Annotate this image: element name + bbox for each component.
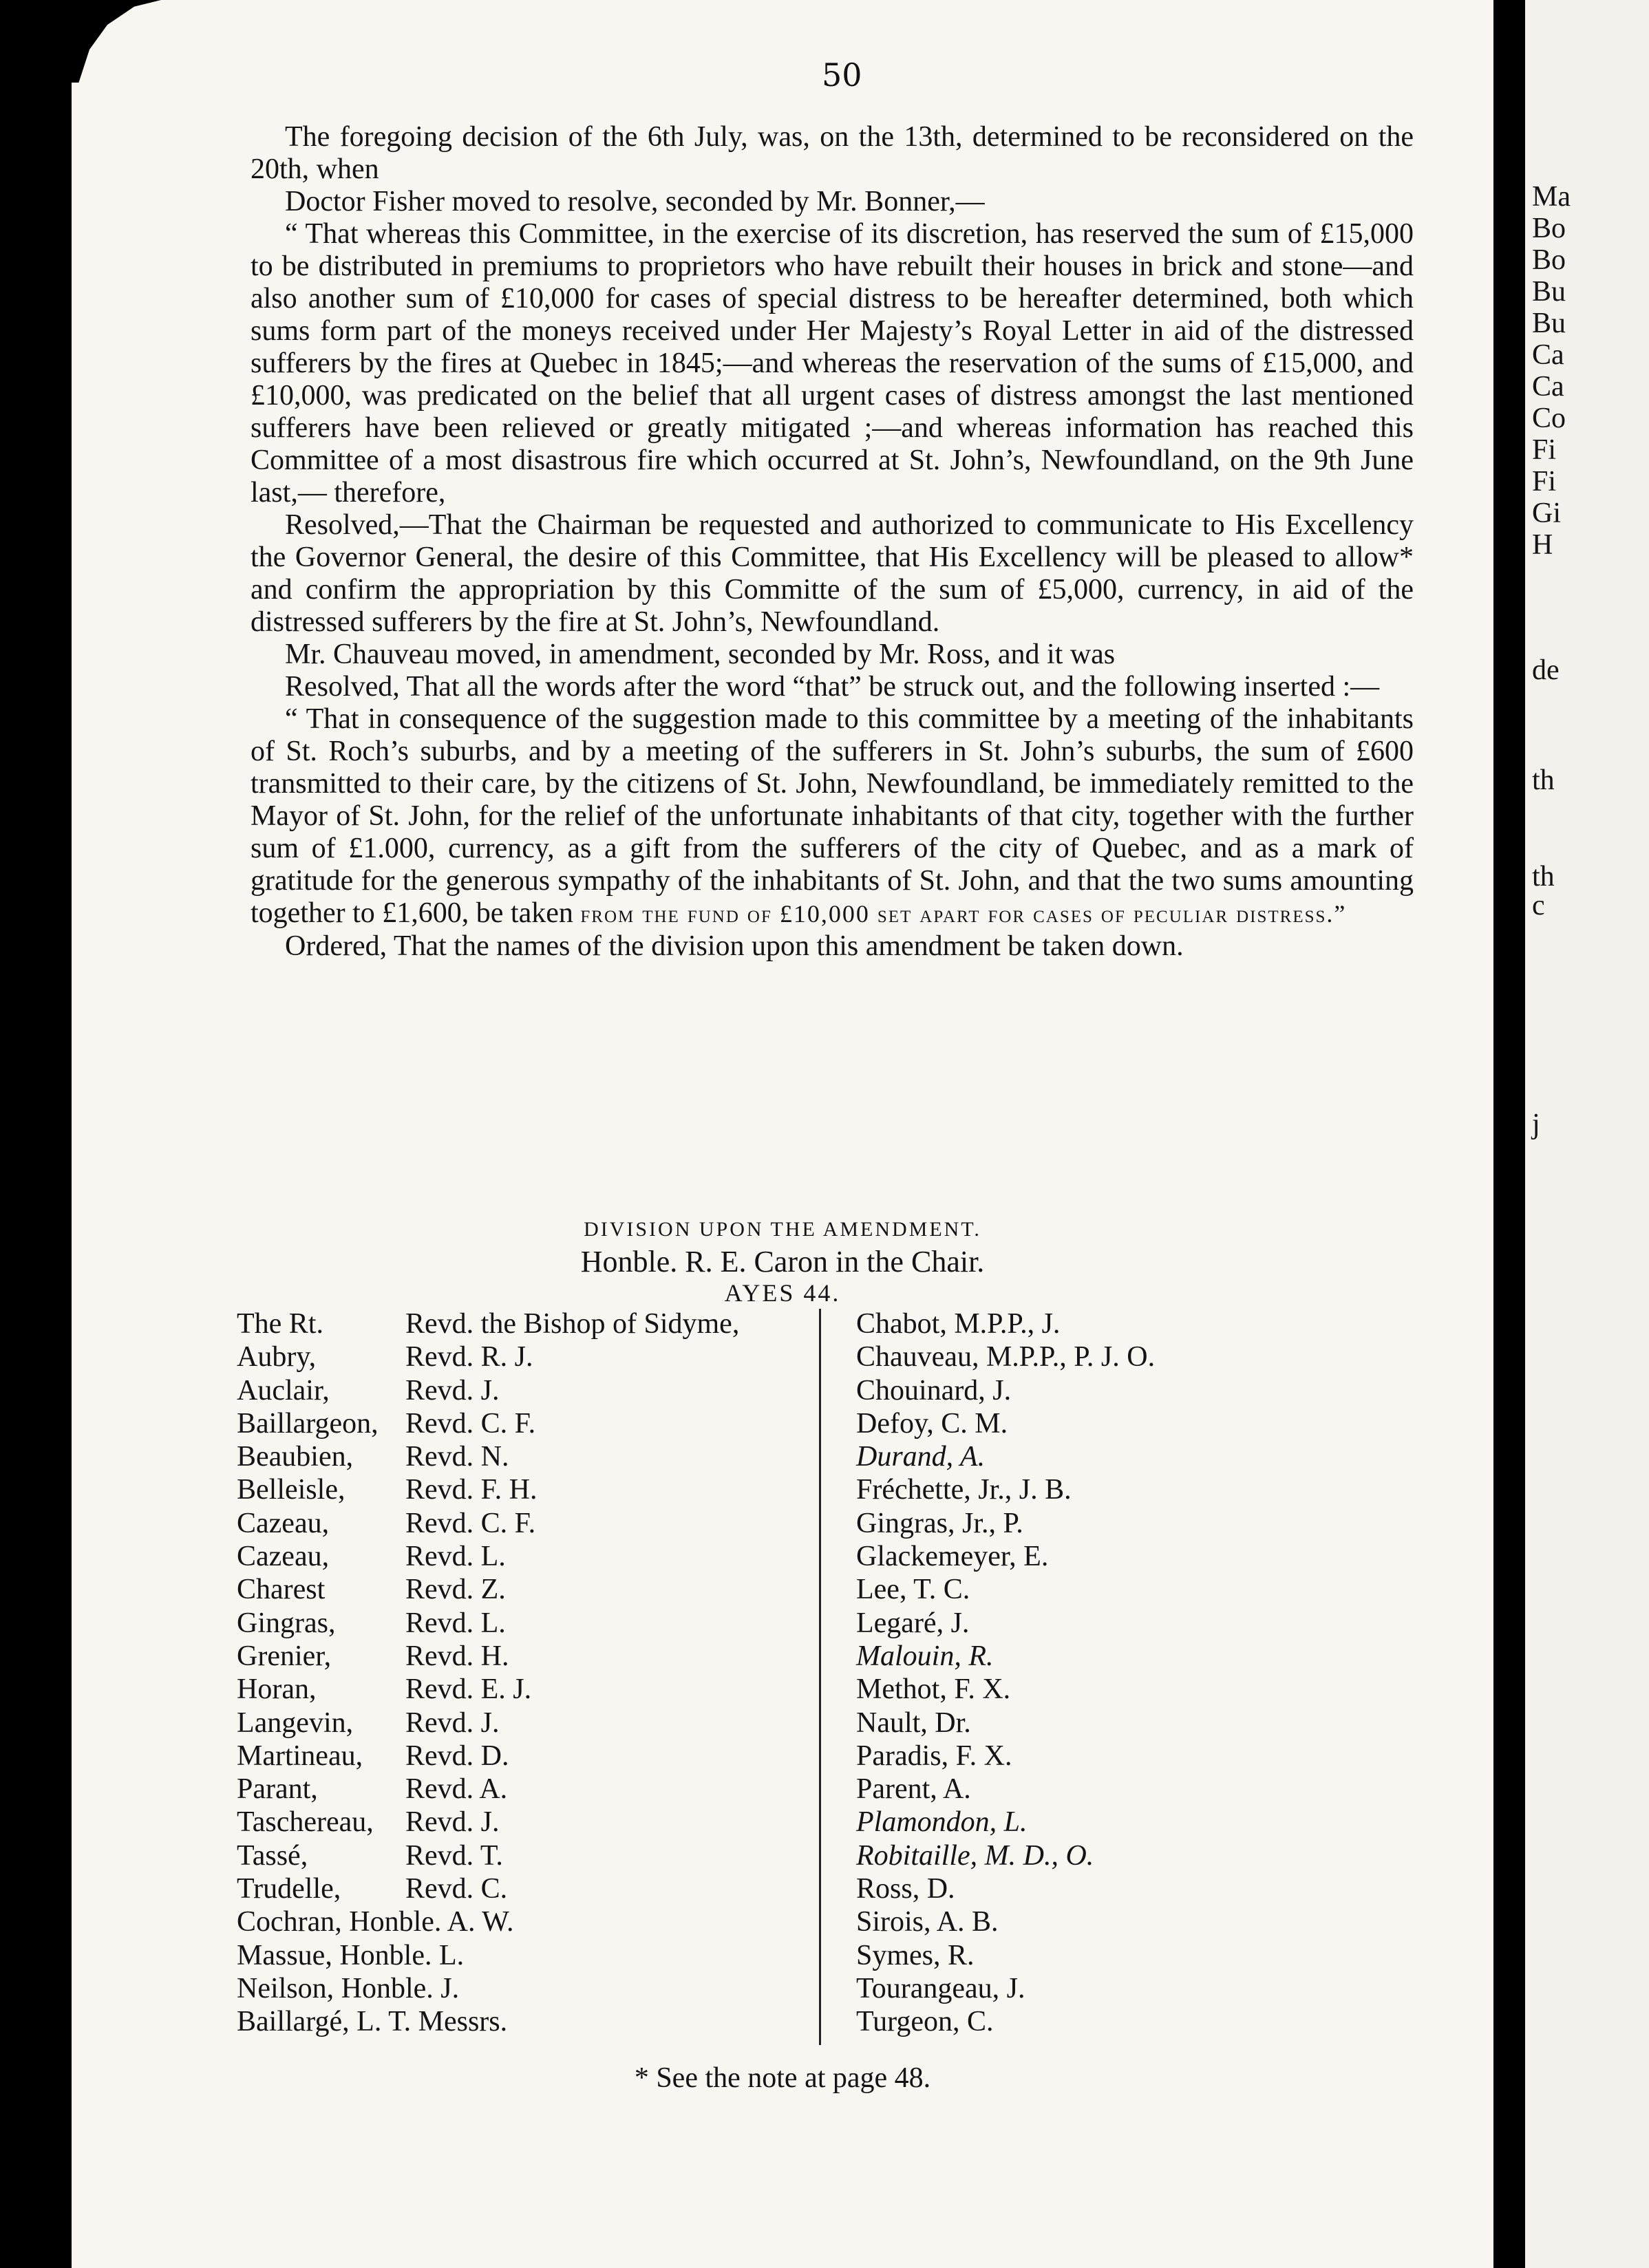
member-title: Revd. J.	[405, 1374, 500, 1406]
member-surname: Trudelle,	[237, 1873, 341, 1905]
fund-phrase: from the fund of £10,000 set apart for cases of peculiar distress.”	[580, 900, 1347, 928]
member-name: Baillargé, L. T. Messrs.	[237, 2006, 508, 2038]
ordered-paragraph: Ordered, That the names of the division upon this amendment be taken down.	[285, 930, 1184, 962]
member-title: Revd. Z.	[405, 1574, 506, 1606]
list-item: Legaré, J.	[856, 1607, 970, 1639]
paragraph: Mr. Chauveau moved, in amendment, seconded by Mr. Ross, and it was	[285, 639, 1116, 670]
adjacent-page-text-fragment: Ma	[1532, 181, 1571, 213]
member-surname: Horan,	[237, 1673, 317, 1706]
member-surname: Aubry,	[237, 1341, 317, 1373]
member-title: Revd. C.	[405, 1873, 508, 1905]
member-title: Revd. T.	[405, 1839, 503, 1872]
paragraph: Doctor Fisher moved to resolve, seconded by Mr. Bonner,—	[285, 186, 985, 217]
member-surname: Auclair,	[237, 1374, 330, 1406]
member-title: Revd. J.	[405, 1806, 500, 1839]
adjacent-page-text-fragment: Fi	[1532, 434, 1557, 466]
member-title: Revd. F. H.	[405, 1474, 538, 1506]
list-item	[237, 1507, 822, 1540]
quote-text: “ That in consequence of the suggestion made to this committee by a meeting of the inhabitants of St. Roch’s suburbs, and by a meeting of the sufferers in St. John’s suburbs, the sum of £600 transmitted to their care, by the citizens of St. John, Newfoundland, be immediately remitted to the Mayor of St. John, for the relief of the unfortunate inhabitants of that city, together with the further sum of £1.000, currency, as a gift from the sufferers of the city of Quebec, and as a mark of gratitude for the generous sympathy of the inhabitants of St. John, and that the two sums amounting together to £1,600, be taken	[251, 703, 1414, 929]
member-title: Revd. C. F.	[405, 1507, 536, 1539]
member-title: Revd. J.	[405, 1707, 500, 1739]
amendment-quote	[251, 703, 1414, 930]
member-surname: Cazeau,	[237, 1507, 330, 1539]
adjacent-page-text-fragment: th	[1532, 764, 1555, 796]
member-title: Revd. R. J.	[405, 1341, 533, 1373]
list-item: Defoy, C. M.	[856, 1407, 1008, 1440]
member-surname: Langevin,	[237, 1707, 354, 1739]
body-text	[251, 121, 1414, 963]
member-surname: Taschereau,	[237, 1806, 374, 1839]
list-item	[237, 1839, 822, 1872]
list-item: Fréchette, Jr., J. B.	[856, 1474, 1072, 1506]
list-item: Paradis, F. X.	[856, 1740, 1012, 1772]
member-title: Revd. H.	[405, 1640, 509, 1672]
member-title: Revd. C. F.	[405, 1407, 536, 1440]
member-surname: Baillargeon,	[237, 1407, 379, 1440]
list-item	[237, 1773, 822, 1806]
adjacent-page-text-fragment: Bu	[1532, 276, 1566, 308]
adjacent-page-text-fragment: Fi	[1532, 466, 1557, 498]
adjacent-page-text-fragment: de	[1532, 654, 1560, 686]
list-item: Chabot, M.P.P., J.	[856, 1308, 1061, 1340]
list-item	[237, 1374, 822, 1407]
list-item: Nault, Dr.	[856, 1707, 971, 1739]
member-name: Neilson, Honble. J.	[237, 1972, 460, 2004]
member-surname: Tassé,	[237, 1839, 308, 1872]
adjacent-page-text-fragment: H	[1532, 529, 1553, 561]
member-surname: Cazeau,	[237, 1541, 330, 1573]
list-item	[237, 1440, 822, 1473]
adjacent-page-text-fragment: Co	[1532, 403, 1566, 434]
member-title: Revd. L.	[405, 1607, 506, 1639]
ayes-left-column	[237, 1307, 822, 2039]
adjacent-page-text-fragment: Bo	[1532, 213, 1566, 244]
list-item	[237, 1939, 822, 1972]
list-item: Malouin, R.	[856, 1640, 994, 1672]
member-title: Revd. D.	[405, 1740, 509, 1772]
adjacent-page-text-fragment: Ca	[1532, 371, 1564, 403]
page-number: 50	[822, 56, 862, 94]
adjacent-page-text-fragment: Bu	[1532, 308, 1566, 339]
list-item: Durand, A.	[856, 1441, 986, 1473]
paragraph: “ That whereas this Committee, in the exercise of its discretion, has reserved the sum of £15,000 to be distributed in premiums to proprietors who have rebuilt their houses in brick and stone—and also another sum of £10,000 for cases of special distress to be hereafter determined, both which sums form part of the moneys received under Her Majesty’s Royal Letter in aid of the distressed sufferers by the fires at Quebec in 1845;—and whereas the reservation of the sums of £15,000, and £10,000, was predicated on the belief that all urgent cases of distress amongst the last mentioned sufferers have been relieved or greatly mitigated ;—and whereas information has reached this Committee of a most disastrous fire which occurred at St. John’s, Newfoundland, on the 9th June last,— therefore,	[251, 218, 1414, 509]
paragraph: Resolved, That all the words after the word “that” be struck out, and the following inserted :—	[285, 671, 1380, 703]
list-item	[237, 1707, 822, 1740]
member-surname: Martineau,	[237, 1740, 363, 1772]
list-item	[237, 1640, 822, 1673]
member-surname: Gingras,	[237, 1607, 336, 1639]
list-item: Gingras, Jr., P.	[856, 1507, 1023, 1539]
adjacent-page-text-fragment: Gi	[1532, 498, 1561, 529]
list-item: Robitaille, M. D., O.	[856, 1839, 1094, 1872]
member-surname: Grenier,	[237, 1640, 332, 1672]
adjacent-page-text-fragment: j	[1532, 1109, 1540, 1140]
list-item: Ross, D.	[856, 1873, 955, 1905]
list-item	[237, 1473, 822, 1506]
list-item: Parent, A.	[856, 1773, 971, 1806]
member-title: Revd. N.	[405, 1441, 509, 1473]
division-title: DIVISION UPON THE AMENDMENT.	[584, 1218, 981, 1241]
page-corner-shadow	[72, 0, 161, 83]
page	[72, 0, 1493, 2268]
list-item: Chouinard, J.	[856, 1374, 1012, 1406]
list-item	[237, 1607, 822, 1640]
member-name: Cochran, Honble. A. W.	[237, 1906, 514, 1938]
list-item	[237, 1540, 822, 1573]
list-item	[237, 1307, 822, 1340]
list-item	[237, 1573, 822, 1606]
list-item: Lee, T. C.	[856, 1574, 970, 1606]
adjacent-page-text-fragment: th	[1532, 861, 1555, 892]
list-item	[237, 2005, 822, 2038]
list-item	[237, 1340, 822, 1373]
ayes-right-column	[856, 1307, 1407, 2039]
member-surname: Belleisle,	[237, 1474, 345, 1506]
footnote: * See the note at page 48.	[634, 2062, 931, 2094]
member-surname: Beaubien,	[237, 1441, 354, 1473]
member-surname: The Rt.	[237, 1308, 323, 1340]
list-item: Turgeon, C.	[856, 2006, 994, 2038]
list-item	[237, 1905, 822, 1938]
list-item	[237, 1673, 822, 1706]
paragraph: Resolved,—That the Chairman be requested and authorized to communicate to His Excellency the Governor General, the desire of this Committee, that His Excellency will be pleased to allow* and confirm the appropriation by this Committe of the sum of £5,000, currency, in aid of the distressed sufferers by the fire at St. John’s, Newfoundland.	[251, 509, 1414, 638]
list-item: Sirois, A. B.	[856, 1906, 999, 1938]
member-surname: Charest	[237, 1574, 326, 1606]
list-item: Tourangeau, J.	[856, 1972, 1025, 2004]
adjacent-page-text-fragment: Ca	[1532, 339, 1564, 371]
list-item	[237, 1972, 822, 2005]
adjacent-page-text-fragment: Bo	[1532, 244, 1566, 276]
list-item	[237, 1806, 822, 1839]
list-item: Plamondon, L.	[856, 1806, 1028, 1839]
column-divider	[819, 1309, 821, 2045]
paragraph: The foregoing decision of the 6th July, was, on the 13th, determined to be reconsidered on the 20th, when	[251, 121, 1414, 185]
list-item: Symes, R.	[856, 1939, 975, 1971]
list-item	[237, 1872, 822, 1905]
member-title: Revd. A.	[405, 1773, 508, 1806]
adjacent-page-text-fragment: c	[1532, 890, 1545, 921]
list-item	[237, 1407, 822, 1440]
member-title: Revd. E. J.	[405, 1673, 532, 1706]
member-surname: Parant,	[237, 1773, 318, 1806]
list-item	[237, 1740, 822, 1773]
list-item: Glackemeyer, E.	[856, 1541, 1049, 1573]
adjacent-page-edge	[1525, 0, 1649, 2268]
list-item: Chauveau, M.P.P., P. J. O.	[856, 1341, 1156, 1373]
list-item: Methot, F. X.	[856, 1673, 1011, 1706]
chair-line: Honble. R. E. Caron in the Chair.	[580, 1245, 985, 1279]
ayes-count: AYES 44.	[724, 1279, 841, 1307]
member-title: Revd. L.	[405, 1541, 506, 1573]
member-name: Massue, Honble. L.	[237, 1939, 465, 1971]
member-title: Revd. the Bishop of Sidyme,	[405, 1308, 740, 1340]
